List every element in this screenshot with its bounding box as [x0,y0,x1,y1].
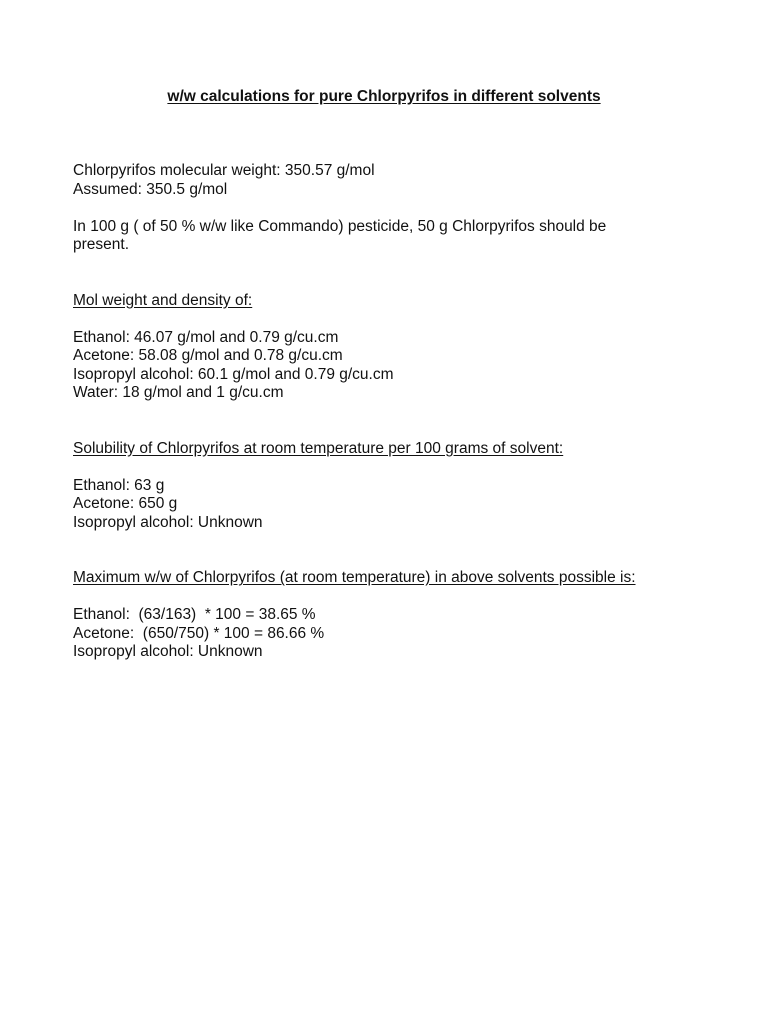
solubility-acetone: Acetone: 650 g [73,495,178,512]
spacer [73,403,693,440]
spacer [73,458,693,477]
mol-weight-water: Water: 18 g/mol and 1 g/cu.cm [73,384,284,401]
solubility-heading: Solubility of Chlorpyrifos at room temperature per 100 grams of solvent: [73,439,564,457]
spacer [73,588,693,607]
maximum-ethanol: Ethanol: (63/163) * 100 = 38.65 % [73,606,316,623]
document-title: w/w calculations for pure Chlorpyrifos in different solvents [167,88,601,105]
pesticide-note-line-1: In 100 g ( of 50 % w/w like Commando) pesticide, 50 g Chlorpyrifos should be [73,217,607,235]
mol-weight-isopropyl: Isopropyl alcohol: 60.1 g/mol and 0.79 g/cu.cm [73,365,394,383]
mol-weight-heading: Mol weight and density of: [73,291,253,309]
document-body [73,162,693,662]
spacer [73,255,693,292]
maximum-heading: Maximum w/w of Chlorpyrifos (at room temperature) in above solvents possible is: [73,569,636,586]
maximum-acetone: Acetone: (650/750) * 100 = 86.66 % [73,624,325,642]
spacer [73,532,693,569]
assumed-weight-line: Assumed: 350.5 g/mol [73,180,228,198]
pesticide-note-line-2: present. [73,236,130,253]
solubility-ethanol: Ethanol: 63 g [73,476,165,494]
mol-weight-acetone: Acetone: 58.08 g/mol and 0.78 g/cu.cm [73,347,343,364]
spacer [73,199,693,218]
spacer [73,310,693,329]
solubility-isopropyl: Isopropyl alcohol: Unknown [73,513,263,531]
molecular-weight-line: Chlorpyrifos molecular weight: 350.57 g/mol [73,162,375,179]
maximum-isopropyl: Isopropyl alcohol: Unknown [73,643,263,660]
mol-weight-ethanol: Ethanol: 46.07 g/mol and 0.79 g/cu.cm [73,328,339,346]
